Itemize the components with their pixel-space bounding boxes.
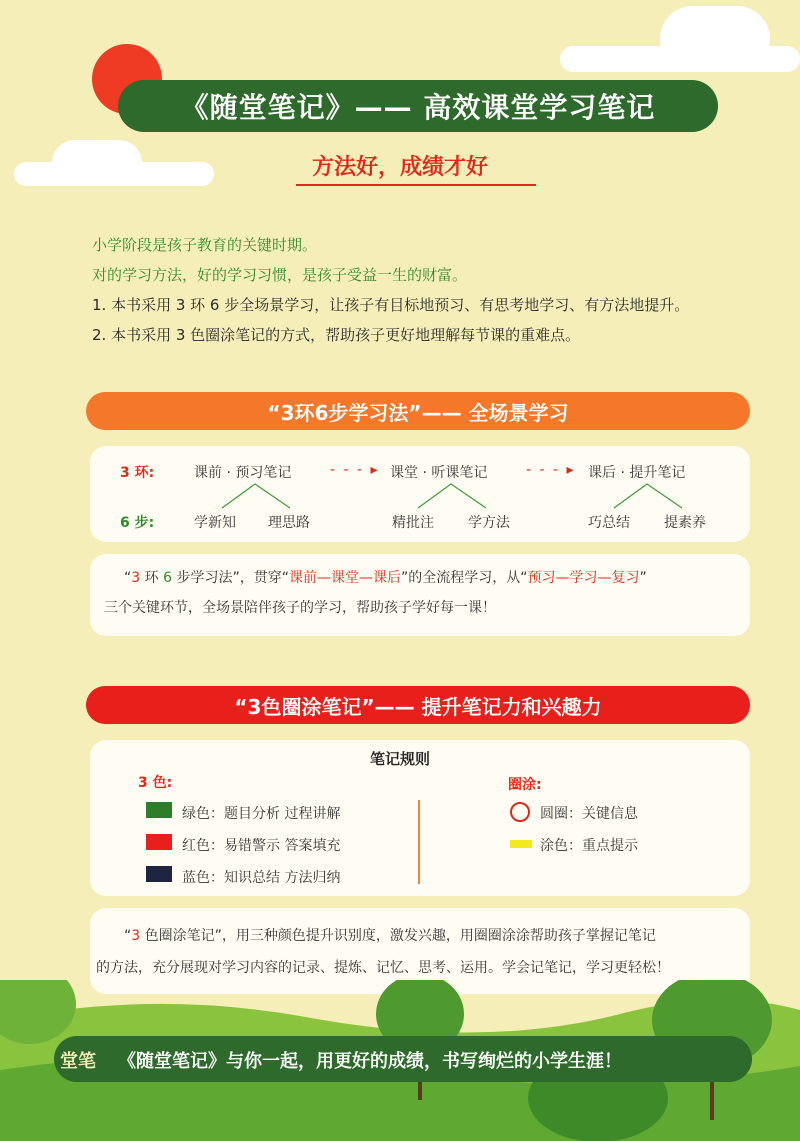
- method-description-line-2: 三个关键环节，全场景陪伴孩子的学习，帮助孩子学好每一课！: [104, 600, 496, 616]
- page-title: 《随堂笔记》—— 高效课堂学习笔记: [118, 80, 718, 132]
- highlight-mark-icon: [510, 840, 532, 848]
- ring-after-class: 课后 · 提升笔记: [588, 465, 686, 481]
- circle-mark-rule: 圆圈：关键信息: [540, 806, 638, 822]
- ring-before-class: 课前 · 预习笔记: [194, 465, 292, 481]
- intro-line-2: 对的学习方法，好的学习习惯，是孩子受益一生的财富。: [92, 266, 468, 284]
- method-description-line-1: “3 环 6 步学习法”，贯穿“课前—课堂—课后”的全流程学习，从“预习—学习—复习”: [124, 570, 647, 586]
- blue-rule: 蓝色：知识总结 方法归纳: [182, 870, 341, 886]
- blue-swatch: [146, 866, 172, 882]
- red-swatch: [146, 834, 172, 850]
- highlight-mark-rule: 涂色：重点提示: [540, 838, 638, 854]
- step-4: 学方法: [468, 515, 510, 531]
- arrow-right-icon: - - - ▸: [330, 462, 380, 478]
- arrow-right-icon: - - - ▸: [526, 462, 576, 478]
- color-description-line-1: “3 色圈涂笔记”，用三种颜色提升识别度，激发兴趣，用圈圈涂涂帮助孩子掌握记笔记: [124, 928, 656, 944]
- footer-tag: 堂笔: [60, 1051, 96, 1072]
- note-rules-title: 笔记规则: [369, 750, 430, 768]
- column-divider: [418, 800, 420, 884]
- method-section-title: “3环6步学习法”—— 全场景学习: [86, 392, 750, 430]
- green-rule: 绿色：题目分析 过程讲解: [182, 806, 341, 822]
- page-subtitle: 方法好，成绩才好: [311, 155, 488, 180]
- color-section-title: “3色圈涂笔记”—— 提升笔记力和兴趣力: [86, 686, 750, 724]
- rings-label: 3 环:: [120, 465, 155, 481]
- intro-point-1: 1. 本书采用 3 环 6 步全场景学习，让孩子有目标地预习、有思考地学习、有方法地提升。: [92, 296, 690, 314]
- red-rule: 红色：易错警示 答案填充: [182, 838, 341, 854]
- step-2: 理思路: [268, 515, 310, 531]
- mark-label: 圈涂:: [508, 777, 542, 793]
- green-swatch: [146, 802, 172, 818]
- branch-lines: [0, 0, 800, 560]
- step-5: 巧总结: [588, 515, 630, 531]
- colors-label: 3 色:: [138, 775, 173, 791]
- steps-label: 6 步:: [120, 515, 155, 531]
- intro-point-2: 2. 本书采用 3 色圈涂笔记的方式，帮助孩子更好地理解每节课的重难点。: [92, 326, 581, 344]
- circle-mark-icon: [510, 802, 530, 822]
- intro-line-1: 小学阶段是孩子教育的关键时期。: [92, 236, 318, 254]
- step-1: 学新知: [194, 515, 236, 531]
- color-description-line-2: 的方法，充分展现对学习内容的记录、提炼、记忆、思考、运用。学会记笔记，学习更轻松！: [96, 960, 670, 976]
- ring-in-class: 课堂 · 听课笔记: [390, 465, 488, 481]
- step-6: 提素养: [664, 515, 706, 531]
- step-3: 精批注: [392, 515, 434, 531]
- footer-slogan: 《随堂笔记》与你一起，用更好的成绩，书写绚烂的小学生涯！: [118, 1051, 622, 1072]
